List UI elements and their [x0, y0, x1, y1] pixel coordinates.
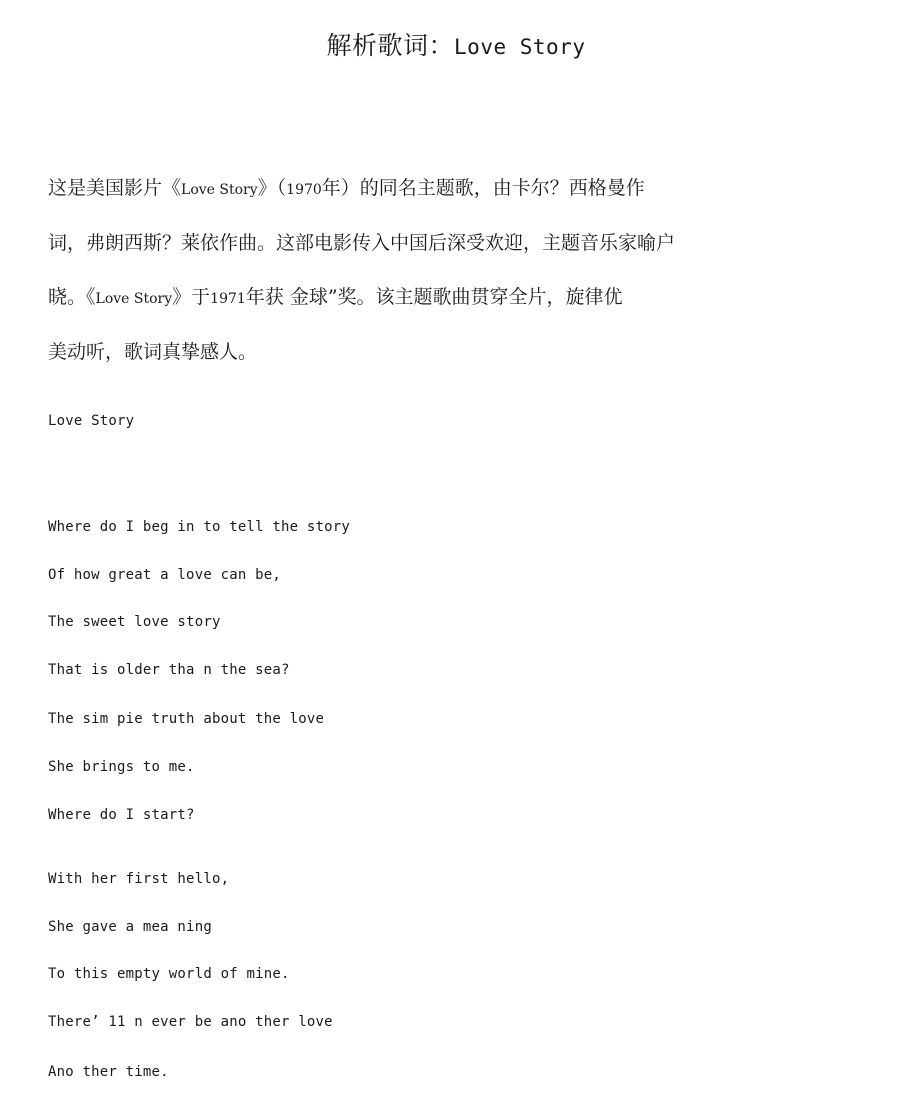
title-chinese: 解析歌词： [326, 31, 455, 60]
lyric-line-9: She gave a mea ning [48, 919, 212, 935]
lyric-line-2: Of how great a love can be, [48, 567, 281, 583]
intro-line-3: 晓。《Love Story》于1971年获 金球”奖。该主题歌曲贯穿全片，旋律优 [48, 286, 623, 308]
lyric-line-7: Where do I start? [48, 807, 195, 823]
intro-line-2: 词，弗朗西斯？莱依作曲。这部电影传入中国后深受欢迎，主题音乐家喻户 [48, 232, 676, 254]
intro-line-4: 美动听，歌词真挚感人。 [48, 341, 258, 363]
lyric-line-4: That is older tha n the sea? [48, 662, 290, 678]
lyric-line-12: Ano ther time. [48, 1064, 169, 1080]
lyric-line-6: She brings to me. [48, 759, 195, 775]
intro-line-1: 这是美国影片《Love Story》（1970年）的同名主题歌，由卡尔？西格曼作 [48, 177, 645, 199]
lyric-line-1: Where do I beg in to tell the story [48, 519, 351, 535]
song-title: Love Story [48, 413, 135, 429]
lyric-line-3: The sweet love story [48, 614, 221, 630]
lyric-line-10: To this empty world of mine. [48, 966, 290, 982]
lyric-line-11: There’ 11 n ever be ano ther love [48, 1014, 333, 1030]
lyric-line-5: The sim pie truth about the love [48, 711, 325, 727]
title-english: Love Story [454, 35, 586, 59]
document-title [0, 28, 912, 65]
lyric-line-8: With her first hello, [48, 871, 230, 887]
